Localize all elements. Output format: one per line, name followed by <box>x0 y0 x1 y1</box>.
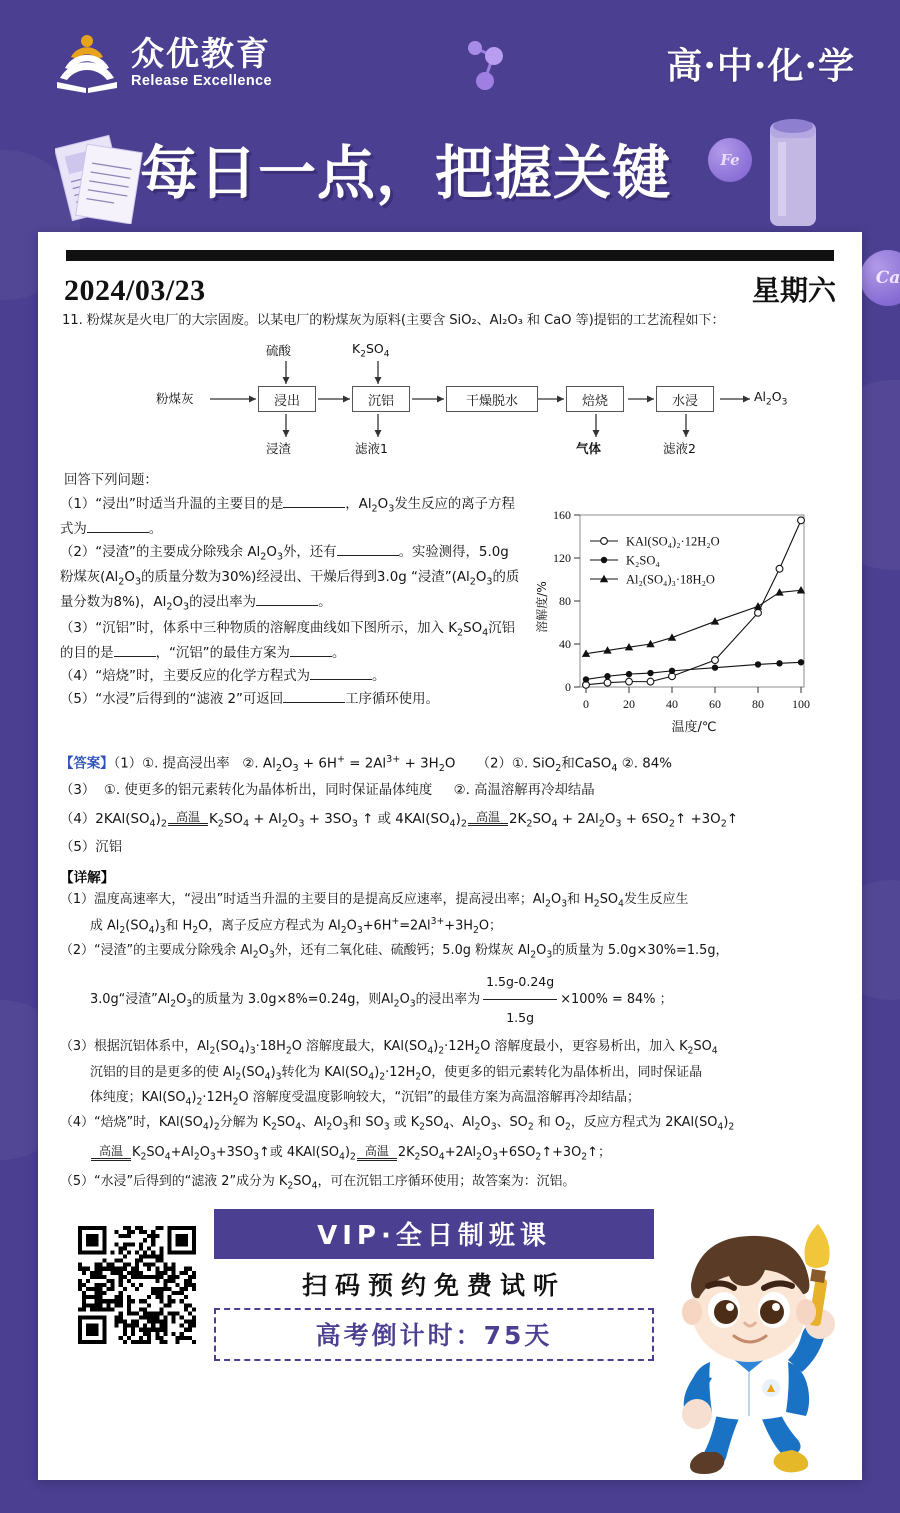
fe-bubble: Fe <box>708 138 752 182</box>
question-2: （2）“浸渣”的主要成分除残余 $Al_2O_3$外，还有 。实验测得，5.0g 粉煤灰($Al_2O_3$的质量分数为30%)经浸出、干燥后得到3.0g “浸渣$”(Al_2O_3$的质量分数为8%)，$Al_2O_3$的浸出率为 。 <box>60 544 520 613</box>
chart-legend-label: KAl(SO₄)₂·12H₂O <box>626 534 720 548</box>
flow-bottom-output-2: 气体 <box>576 441 602 457</box>
process-flow-diagram <box>60 337 840 465</box>
page-header <box>0 0 900 120</box>
answer-line-2: （3） ①. 使更多的铝元素转化为晶体析出，同时保证晶体纯度 ②. 高温溶解再冷却结晶 <box>60 783 595 799</box>
flow-step-0: 浸出 <box>258 386 316 412</box>
papers-icon <box>55 132 151 224</box>
chart-legend-label: K₂SO₄ <box>626 553 660 567</box>
flow-step-4: 水浸 <box>656 386 714 412</box>
question-stem: 11. 粉煤灰是火电厂的大宗固废。以某电厂的粉煤灰为原料(主要含 SiO₂、Al₂O₃ 和 CaO 等)提铝的工艺流程如下： <box>62 313 725 328</box>
chart-legend-label: Al₂(SO₄)₃·18H₂O <box>626 572 715 586</box>
flow-bottom-output-3: 滤液2 <box>663 441 696 457</box>
questions-and-chart-row <box>60 493 840 745</box>
questions-column <box>60 493 522 711</box>
detail-item-1: （1）温度高速率大，“浸出”时适当升温的主要目的是提高反应速率，提高浸出率；$Al_2O_3$和 $H_2SO_4$发生反应生 <box>60 891 689 910</box>
reaction-condition-icon: 高温 <box>468 811 508 827</box>
brand-tagline-en: Release Excellence <box>131 73 273 90</box>
flow-input-left: 粉煤灰 <box>156 391 194 407</box>
countdown-label: 高考倒计时： <box>315 1321 484 1351</box>
answer-prompt: 回答下列问题： <box>64 473 158 489</box>
svg-text:160: 160 <box>553 507 571 522</box>
question-5: （5）“水浸”后得到的“滤液 2”可返回 工序循环使用。 <box>60 691 439 707</box>
date-row <box>60 269 840 309</box>
weekday-text: 星期六 <box>751 274 836 307</box>
question-3: （3）“沉铝”时，体系中三种物质的溶解度曲线如下图所示，加入 $K_2SO_4$沉铝的目的是 ，“沉铝”的最佳方案为 。 <box>60 620 516 661</box>
flask-icon <box>748 112 838 232</box>
reaction-condition-icon: 高温 <box>168 811 208 827</box>
detail-item-5: （5）“水浸”后得到的“滤液 2”成分为 $K_2SO_4$，可在沉铝工序循环使用；故答案为：沉铝。 <box>60 1173 576 1192</box>
answer-line-3: $(4)2KAl(SO_4)_2$ 高温 $K_2SO_4 + Al_2O_3 + 3SO_3$ ↑ 或 $4KAl(SO_4)_2$ 高温 $2K_2SO_4 + 2Al_2O_3$ + $6SO_2↑$ $+3O_2↑$ <box>60 809 739 830</box>
svg-text:80: 80 <box>752 696 764 711</box>
molecule-icon <box>465 38 513 98</box>
flow-top-input-1: $K_2SO_4$ <box>352 341 390 360</box>
answer-head: 【答案】 <box>60 755 114 771</box>
answer-line-4: （5）沉铝 <box>60 840 123 856</box>
solubility-chart <box>528 507 844 745</box>
countdown-value: 75天 <box>483 1321 553 1351</box>
brand-name-cn: 众优教育 <box>131 33 271 73</box>
answer-line-1: 【答案】（1）①. 提高浸出率 ②. $Al_2O_3 + 6H^+ = 2Al^{3+} + 3H_2O$ （2）①. SiO$_2$和CaSO$_4$ ②. 84% <box>60 753 673 774</box>
banner-slogan-row <box>0 120 900 230</box>
top-rule <box>66 250 834 261</box>
detail-item-3: （3）根据沉铝体系中，$Al_2(SO_4)_3\cdot 18H_2O$ 溶解度最大，$KAl(SO_4)_2\cdot 12H_2O$ 溶解度最小，更容易析出，加入 $K_2SO_4$ <box>60 1039 718 1058</box>
brand-logo <box>55 32 272 94</box>
svg-text:40: 40 <box>666 696 678 711</box>
ca-bubble: Ca <box>860 250 900 306</box>
scan-cta-label: 扫码预约免费试听 <box>301 1271 566 1301</box>
svg-text:60: 60 <box>709 696 721 711</box>
flow-step-2: 干燥脱水 <box>446 386 538 412</box>
detail-item-3-cont-b: 体纯度；$KAl(SO_4)_2\cdot 12H_2O$ 溶解度受温度影响较大，“沉铝”的最佳方案为高温溶解再冷却结晶； <box>90 1089 640 1108</box>
qr-code-icon[interactable] <box>78 1226 196 1344</box>
chart-xlabel: 温度/℃ <box>671 719 717 735</box>
svg-text:0: 0 <box>583 696 589 711</box>
flow-bottom-output-1: 滤液1 <box>355 441 388 457</box>
flow-step-1: 沉铝 <box>352 386 410 412</box>
svg-text:40: 40 <box>559 636 571 651</box>
svg-text:20: 20 <box>623 696 635 711</box>
countdown-badge <box>214 1308 654 1361</box>
svg-text:80: 80 <box>559 593 571 608</box>
open-book-with-arcs-icon <box>55 32 119 94</box>
svg-text:100: 100 <box>792 696 810 711</box>
slogan-text: 每日一点，把握关键 <box>140 139 672 207</box>
fraction: $\frac{1.5g-0.24g}{1.5g}$ <box>483 964 557 1035</box>
svg-text:0: 0 <box>565 679 571 694</box>
flow-bottom-output-0: 浸渣 <box>266 441 292 457</box>
question-1: （1）“浸出”时适当升温的主要目的是 ，$Al_2O_3$发生反应的离子方程式为 。 <box>60 496 515 537</box>
detail-item-2-cont: 3.0g“浸渣$”Al_2O_3$的质量为 3.0g×8%=0.24g，则$Al_2O_3$的浸出率为 $\frac{1.5g-0.24g}{1.5g}$ ×100% = 84% ； <box>60 964 840 1035</box>
chart-column <box>528 493 848 745</box>
detail-item-4-cont: 高温 $K_2SO_4+Al_2O_3+3SO_3↑$或 $4KAl(SO_4)_2$ 高温 $2K_2SO_4+2Al_2O_3+6SO_2↑+3O_2↑$； <box>60 1136 840 1170</box>
reaction-condition-icon: 高温 <box>357 1145 397 1161</box>
mascot-boy-with-brush-icon <box>640 1212 858 1480</box>
detail-item-4: （4）“焙烧”时，$KAl(SO_4)_2$分解为 $K_2SO_4$、$Al_2O_3$和 $SO_3$ 或 $K_2SO_4$、$Al_2O_3$、$SO_2$ 和 $O_2$，反应方程式为 $2KAl(SO_4)_2$ <box>60 1115 735 1133</box>
question-4: （4）“焙烧”时，主要反应的化学方程式为 。 <box>60 668 386 684</box>
reaction-condition-icon: 高温 <box>91 1145 131 1161</box>
detail-item-3-cont-a: 沉铝的目的是更多的使 $Al_2(SO_4)_3$转化为 $KAl(SO_4)_2\cdot 12H_2O$，使更多的铝元素转化为晶体析出，同时保证晶 <box>90 1064 703 1083</box>
flow-step-3: 焙烧 <box>566 386 624 412</box>
detail-item-1-cont: 成 $Al_2(SO_4)_3$和 $H_2O$，离子反应方程式为 $Al_2O_3+6H^+=2Al^{3+}+3H_2O$； <box>90 915 502 936</box>
flow-output-right: $Al_2O_3$ <box>754 389 788 408</box>
chart-ylabel: 溶解度/% <box>535 580 549 633</box>
subject-title: 高·中·化·学 <box>666 45 855 87</box>
svg-text:120: 120 <box>553 550 571 565</box>
detail-item-2: （2）“浸渣”的主要成分除残余 $Al_2O_3$外，还有二氧化硅、硫酸钙；5.0g 粉煤灰 $Al_2O_3$的质量为 5.0g×30%=1.5g， <box>60 943 729 961</box>
worksheet-card <box>38 232 862 1480</box>
flow-top-input-0: 硫酸 <box>266 343 292 359</box>
vip-banner[interactable]: VIP·全日制班课 <box>214 1209 654 1259</box>
detail-head: 【详解】 <box>60 869 115 886</box>
answer-block <box>60 751 840 862</box>
date-text: 2024/03/23 <box>64 274 206 307</box>
